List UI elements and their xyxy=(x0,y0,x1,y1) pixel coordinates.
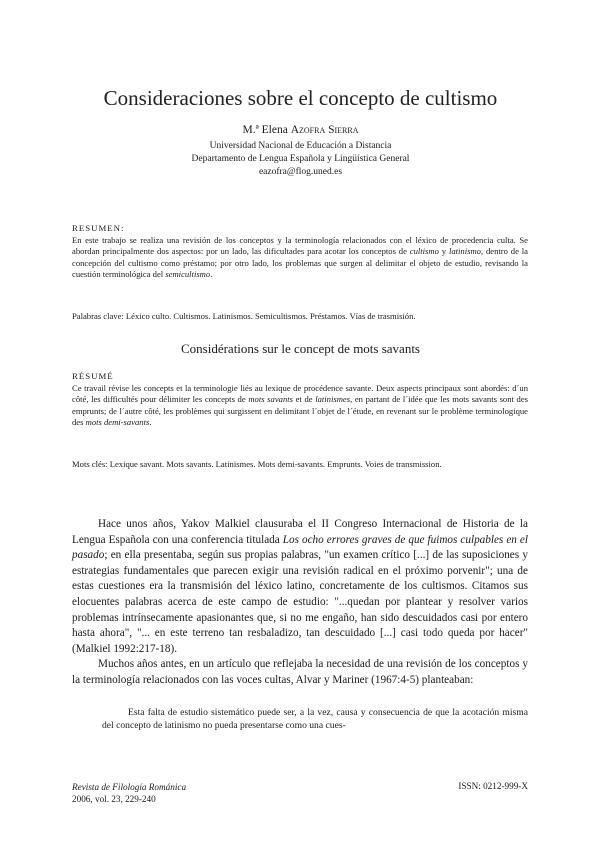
body-paragraph-1: Hace unos años, Yakov Malkiel clausuraba el II Congreso Internacional de Historia de la Lengua Española con una conferencia titulada Los ocho errores graves de que fuimos culpables en el pasado; en ella presentaba, según sus propias palabras, "un examen crítico [...] de las suposiciones y estrategias fundamentales que parecen exigir una revisión radical en el próximo porvenir"; una de estas cuestiones era la transmisión del léxico latino, concretamente de los cultismos. Citamos sus elocuentes palabras acerca de este campo de estudio: "...quedan por plantear y resolver varios problemas intrínsecamente apasionantes que, si no me engaño, han sido descuidados casi por entero hasta ahora", "... en este terreno tan resbaladizo, tan descuidado [...] casi todo queda por hacer" (Malkiel 1992:217-18). xyxy=(72,518,528,655)
footer-citation xyxy=(72,781,186,805)
block-quote: Esta falta de estudio sistemático puede ser, a la vez, causa y consecuencia de que la acotación misma del concepto de latinismo no pueda presentarse como una cues- xyxy=(102,707,528,731)
resumen-keywords: Palabras clave: Léxico culto. Cultismos. Latinismos. Semicultismos. Préstamos. Vías de trasmisión. xyxy=(72,311,416,321)
french-title: Considérations sur le concept de mots savants xyxy=(180,341,420,356)
author-surname: Azofra Sierra xyxy=(290,124,359,136)
paper-title: Consideraciones sobre el concepto de cultismo xyxy=(103,86,498,110)
affiliation-university: Universidad Nacional de Educación a Distancia xyxy=(209,141,392,151)
resumen-text: En este trabajo se realiza una revisión de los conceptos y la terminología relacionados con el léxico de procedencia culta. Se abordan principalmente dos aspectos: por un lado, las dificultades para acotar los conceptos de cultismo y latinismo, dentro de la concepción del cultismo como préstamo; por otro lado, los problemas que surgen al delimitar el objeto de estudio, revisando la cuestión terminológica del semicultismo. xyxy=(72,234,528,280)
body-text xyxy=(72,517,528,689)
affiliation-department: Departamento de Lengua Española y Lingüística General xyxy=(191,154,410,164)
author-email: eazofra@flog.uned.es xyxy=(258,167,343,177)
body-paragraph-2: Muchos años antes, en un artículo que reflejaba la necesidad de una revisión de los conceptos y la terminología relacionados con las voces cultas, Alvar y Mariner (1967:4-5) planteaban: xyxy=(72,658,528,686)
resumen-heading: RESUMEN: xyxy=(72,223,125,233)
resume-heading: RÉSUMÉ xyxy=(72,371,114,381)
resume-section xyxy=(72,371,528,429)
author-name xyxy=(0,124,601,136)
footer-issn: ISSN: 0212-999-X xyxy=(458,781,528,791)
resumen-section xyxy=(72,223,528,281)
resume-text: Ce travail révise les concepts et la terminologie liés au lexique de procédence savante. Deux aspects principaux sont abordés: d´un côté, les difficultés pour délimiter les concepts de mots savants et de latinismes, en partant de l´idée que les mots savants sont des emprunts; de l´autre côté, les problèmes qui surgissent en delimitant l´objet de l´étude, en revenant sur le problème terminologique des mots demi-savants. xyxy=(72,382,528,428)
author-prefix: M.ª Elena xyxy=(242,124,291,136)
journal-name: Revista de Filología Románica xyxy=(72,782,187,792)
resume-keywords: Mots clés: Lexique savant. Mots savants. Latinismes. Mots demi-savants. Emprunts. Voies de transmission. xyxy=(72,459,442,469)
journal-volume: 2006, vol. 23, 229-240 xyxy=(72,794,156,804)
